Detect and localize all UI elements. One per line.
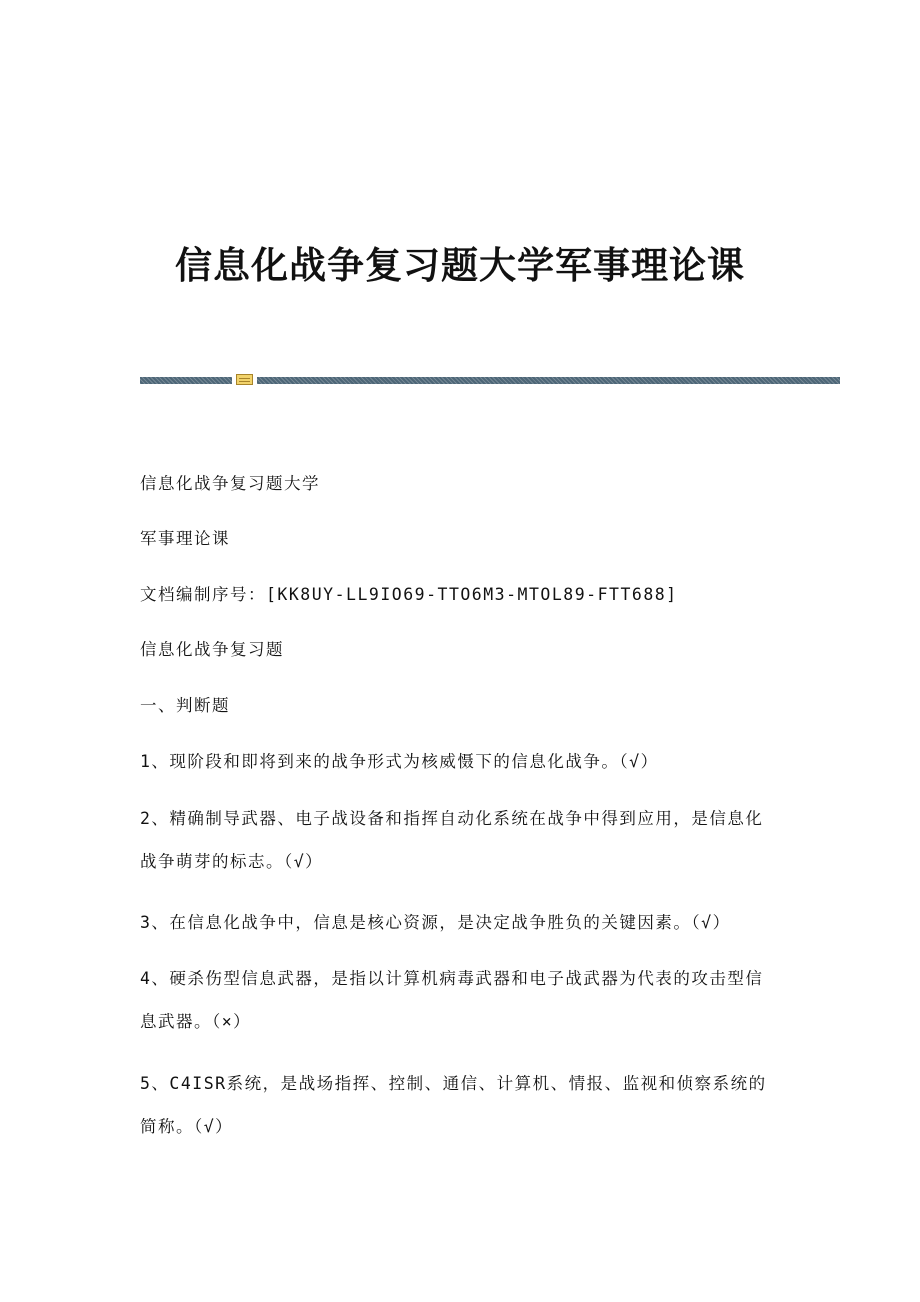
divider-ornament-icon <box>236 374 253 385</box>
question-item-2-line-2: 战争萌芽的标志。（√） <box>140 852 324 871</box>
question-item-5 <box>140 1062 790 1148</box>
question-item-3: 3、在信息化战争中，信息是核心资源，是决定战争胜负的关键因素。（√） <box>140 913 731 932</box>
divider-bar-left <box>140 377 232 384</box>
question-item-5-line-1: 5、C4ISR系统，是战场指挥、控制、通信、计算机、情报、监视和侦察系统的 <box>140 1074 767 1093</box>
question-item-4-line-1: 4、硬杀伤型信息武器，是指以计算机病毒武器和电子战武器为代表的攻击型信 <box>140 969 764 988</box>
question-item-2 <box>140 797 790 883</box>
question-item-5-line-2: 简称。（√） <box>140 1117 234 1136</box>
question-item-4-line-2: 息武器。（×） <box>140 1012 252 1031</box>
document-serial-number: 文档编制序号：[KK8UY-LL9IO69-TTO6M3-MTOL89-FTT688] <box>140 585 678 604</box>
question-item-2-line-1: 2、精确制导武器、电子战设备和指挥自动化系统在战争中得到应用，是信息化 <box>140 809 764 828</box>
question-item-4 <box>140 957 790 1043</box>
subtitle-line-2: 军事理论课 <box>140 529 230 548</box>
question-item-1: 1、现阶段和即将到来的战争形式为核威慑下的信息化战争。（√） <box>140 752 659 771</box>
divider-bar-right <box>257 377 840 384</box>
document-title: 信息化战争复习题大学军事理论课 <box>175 242 745 287</box>
subtitle-line-1: 信息化战争复习题大学 <box>140 474 320 493</box>
question-type-heading: 一、判断题 <box>140 696 230 715</box>
title-divider <box>140 374 840 385</box>
section-heading: 信息化战争复习题 <box>140 640 284 659</box>
